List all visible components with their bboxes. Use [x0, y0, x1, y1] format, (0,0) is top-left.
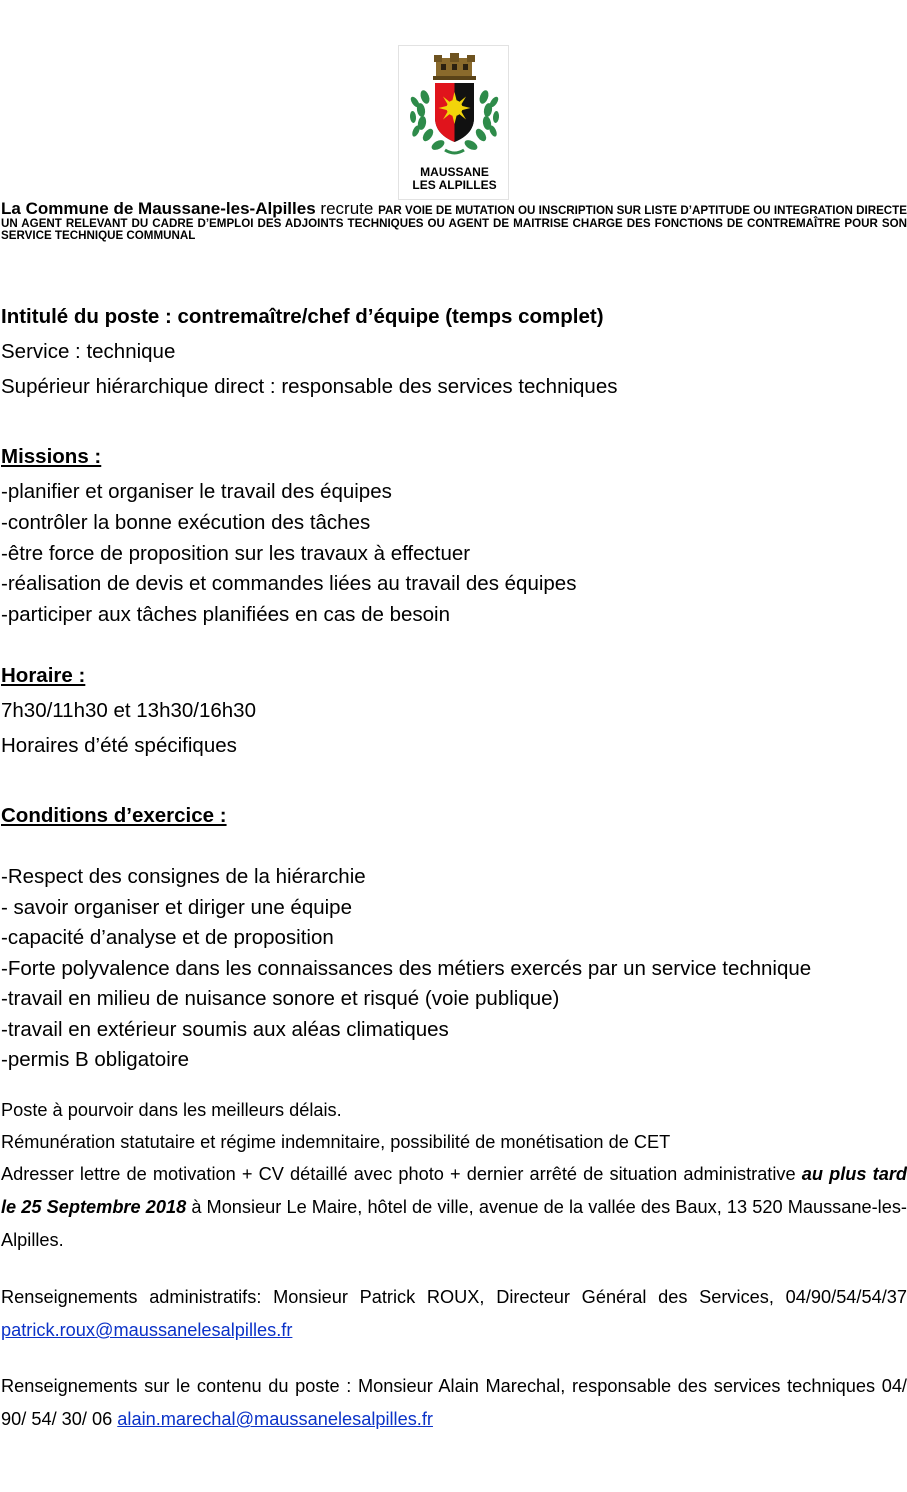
- missions-item: -réalisation de devis et commandes liées au travail des équipes: [1, 572, 577, 595]
- logo-text-les-alpilles: LES ALPILLES: [412, 178, 497, 192]
- poste-intitule: Intitulé du poste : contremaître/chef d’équipe (temps complet): [1, 305, 604, 328]
- poste-service: Service : technique: [1, 340, 176, 363]
- candidature-deadline: au plus tard le 25 Septembre 2018: [1, 1164, 907, 1217]
- commune-logo: [398, 45, 509, 200]
- coat-of-arms-icon: [405, 52, 504, 164]
- renseignements-admin: [1, 1281, 907, 1347]
- candidature-text-start: Adresser lettre de motivation + CV détaillé avec photo + dernier arrêté de situation administrative: [1, 1164, 802, 1184]
- intro-paragraph: [1, 199, 907, 243]
- missions-item: -participer aux tâches planifiées en cas de besoin: [1, 603, 450, 626]
- intro-commune: La Commune de Maussane-les-Alpilles: [1, 199, 316, 218]
- conditions-item: -permis B obligatoire: [1, 1048, 189, 1071]
- candidature-text-end: à Monsieur Le Maire, hôtel de ville, avenue de la vallée des Baux, 13 520 Maussane-les-Alpilles.: [1, 1197, 907, 1250]
- conditions-item: -travail en extérieur soumis aux aléas climatiques: [1, 1018, 449, 1041]
- horaire-heading: Horaire :: [1, 664, 86, 687]
- missions-item: -être force de proposition sur les travaux à effectuer: [1, 542, 471, 565]
- contenu-contact-text: Renseignements sur le contenu du poste : Monsieur Alain Marechal, responsable des services techniques 04/ 90/ 54/ 30/ 06: [1, 1376, 907, 1429]
- renseignements-contenu: [1, 1370, 907, 1436]
- poste-superieur: Supérieur hiérarchique direct : responsable des services techniques: [1, 375, 618, 398]
- missions-heading: Missions :: [1, 445, 102, 468]
- missions-item: -contrôler la bonne exécution des tâches: [1, 511, 371, 534]
- intro-rest: PAR VOIE DE MUTATION OU INSCRIPTION SUR LISTE D’APTITUDE OU INTEGRATION DIRECTE UN AGENT RELEVANT DU CADRE D’EMPLOI DES ADJOINTS TECHNIQUES OU AGENT DE MAITRISE CHARGE DES FONCTIONS DE CONTREMAÎTRE POUR SON SERVICE TECHNIQUE COMMUNAL: [1, 204, 907, 242]
- admin-email-link[interactable]: patrick.roux@maussanelesalpilles.fr: [1, 1320, 293, 1340]
- conditions-item: -travail en milieu de nuisance sonore et risqué (voie publique): [1, 987, 560, 1010]
- missions-item: -planifier et organiser le travail des équipes: [1, 480, 392, 503]
- horaire-item: Horaires d’été spécifiques: [1, 734, 237, 757]
- contenu-email-link[interactable]: alain.marechal@maussanelesalpilles.fr: [117, 1409, 433, 1429]
- conditions-heading: Conditions d’exercice :: [1, 804, 227, 827]
- remuneration: Rémunération statutaire et régime indemnitaire, possibilité de monétisation de CET: [1, 1132, 671, 1152]
- admin-contact-text: Renseignements administratifs: Monsieur Patrick ROUX, Directeur Général des Services, 04/90/54/54/37: [1, 1287, 907, 1307]
- horaire-item: 7h30/11h30 et 13h30/16h30: [1, 699, 256, 722]
- logo-text-maussane: MAUSSANE: [420, 165, 489, 179]
- intro-recrute: recrute: [315, 199, 379, 218]
- conditions-item: -capacité d’analyse et de proposition: [1, 926, 334, 949]
- conditions-item: -Respect des consignes de la hiérarchie: [1, 865, 366, 888]
- conditions-item: -Forte polyvalence dans les connaissances des métiers exercés par un service technique: [1, 957, 812, 980]
- poste-pourvoir: Poste à pourvoir dans les meilleurs délais.: [1, 1100, 342, 1120]
- conditions-item: - savoir organiser et diriger une équipe: [1, 896, 352, 919]
- candidature-paragraph: [1, 1158, 907, 1257]
